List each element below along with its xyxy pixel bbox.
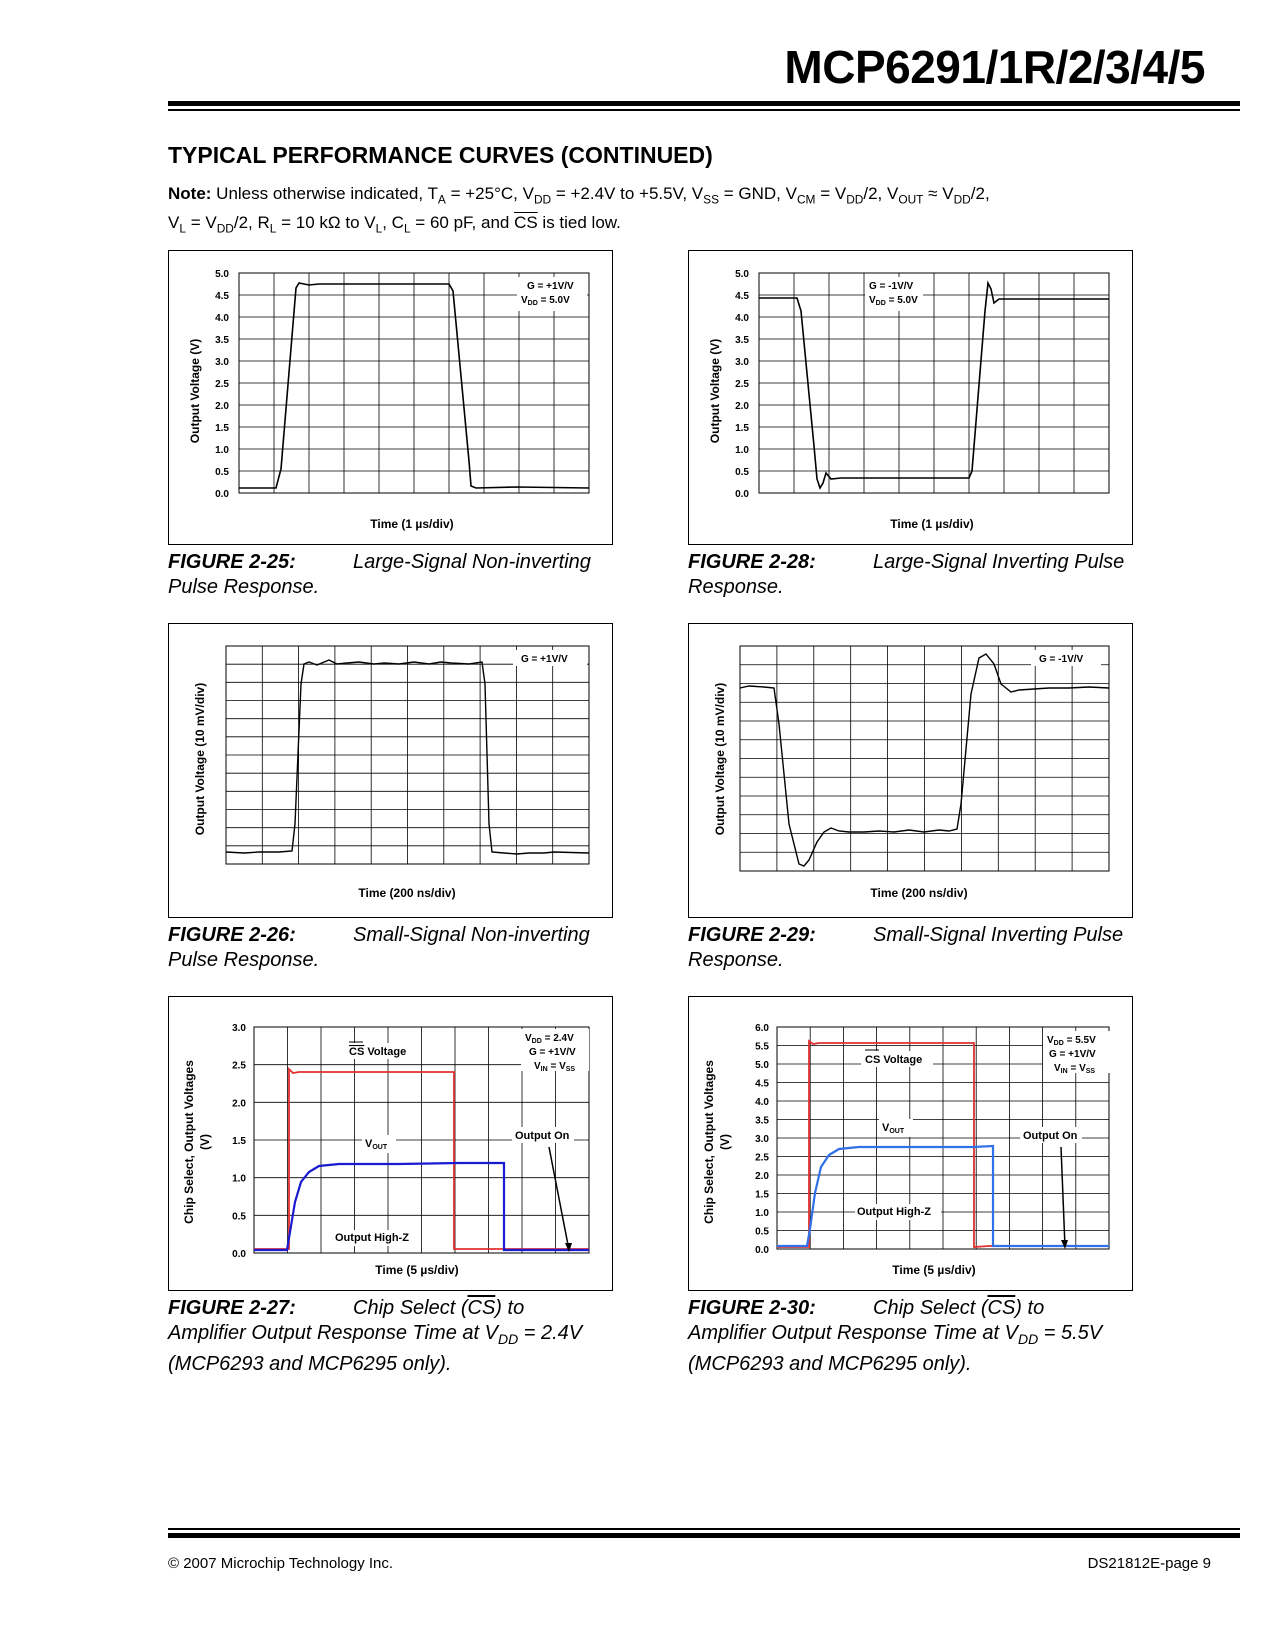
figure-2-27-ytick: 3.0 xyxy=(232,1023,246,1034)
figure-2-28-grid xyxy=(759,273,1109,493)
figure-2-30-ytick: 4.0 xyxy=(755,1097,769,1108)
figure-2-27-legend-vin: $V_{IN} = V_{SS}$ xyxy=(534,1061,576,1073)
figure-2-25-ytick: 0.5 xyxy=(215,467,229,478)
figure-2-28-number: FIGURE 2-28: xyxy=(688,551,816,573)
figure-2-30-number: FIGURE 2-30: xyxy=(688,1297,816,1319)
figure-2-27-caption: FIGURE 2-27: Chip Select $(\overline{CS})$ to Amplifier Output Response Time at $V_{DD} = 2.4V$ (MCP6293 and MCP6295 only). xyxy=(168,1297,583,1375)
figure-2-30-cs-label: CS Voltage xyxy=(865,1054,923,1066)
figure-2-27-ylabel-1: Chip Select, Output Voltages xyxy=(182,1060,196,1224)
figure-2-30-output-highz: Output High-Z xyxy=(857,1206,931,1218)
figure-2-28-ytick: 0.0 xyxy=(735,489,749,500)
figure-2-25-ytick: 3.5 xyxy=(215,335,229,346)
figure-2-26-legend-gain: G = +1V/V xyxy=(521,654,568,665)
figure-2-30-legend-vdd: $V_{DD} = 5.5V$ xyxy=(1047,1035,1096,1047)
figure-2-27-ylabel-2: (V) xyxy=(198,1134,212,1150)
figure-2-28-ytick: 3.5 xyxy=(735,335,749,346)
figure-2-26-chart xyxy=(168,623,613,918)
figure-2-26-ylabel: Output Voltage (10 mV/div) xyxy=(193,682,207,836)
figure-2-29-svg xyxy=(689,624,1134,919)
figure-2-26-grid xyxy=(226,646,589,864)
figure-2-25-title-1: Large-Signal Non-inverting xyxy=(353,551,591,573)
figure-2-28-chart xyxy=(688,250,1133,545)
page-title: MCP6291/1R/2/3/4/5 xyxy=(784,41,1205,93)
figure-2-27-ytick: 2.0 xyxy=(232,1098,246,1110)
figure-2-30-ytick: 5.5 xyxy=(755,1041,769,1053)
figure-2-25-chart xyxy=(168,250,613,545)
figure-2-28-ytick: 1.0 xyxy=(735,445,749,456)
figure-2-28-ylabel: Output Voltage (V) xyxy=(708,338,722,444)
figure-2-28-xlabel: Time (1 µs/div) xyxy=(890,517,974,531)
figure-2-28-ytick: 3.0 xyxy=(735,357,749,368)
figure-2-25-svg xyxy=(169,251,614,546)
figure-2-25-ytick: 4.5 xyxy=(215,291,229,302)
figure-2-29-caption xyxy=(688,923,1148,973)
figure-2-29-grid xyxy=(740,646,1109,871)
figure-2-28-ytick: 4.0 xyxy=(735,313,749,324)
figure-2-25-legend-vdd: $V_{DD} = 5.0V$ xyxy=(521,295,570,307)
figure-2-30-ytick: 6.0 xyxy=(755,1023,769,1034)
figure-2-27-svg xyxy=(169,997,614,1292)
figure-2-26-caption xyxy=(168,923,628,973)
figure-2-26-title-2: Pulse Response. xyxy=(168,949,320,971)
figure-2-28-ytick: 2.5 xyxy=(735,379,749,390)
figure-2-30-ytick-labels xyxy=(755,1023,769,1256)
figure-2-25-ylabel: Output Voltage (V) xyxy=(188,338,202,444)
figure-2-29-number: FIGURE 2-29: xyxy=(688,924,816,946)
figure-2-30-ytick: 1.5 xyxy=(755,1189,769,1201)
figure-2-25-title-2: Pulse Response. xyxy=(168,576,320,598)
figure-2-25-ytick: 3.0 xyxy=(215,357,229,368)
figure-2-26-svg xyxy=(169,624,614,919)
figure-2-25-ytick: 4.0 xyxy=(215,313,229,324)
figure-2-28-ytick: 4.5 xyxy=(735,291,749,302)
figure-2-29-xlabel: Time (200 ns/div) xyxy=(870,886,968,900)
figure-2-25-ytick: 2.5 xyxy=(215,379,229,390)
figure-2-30-vout-label: VOUT xyxy=(882,1122,905,1135)
figure-2-30-ytick: 1.0 xyxy=(755,1208,769,1219)
figure-2-28-legend-gain: G = -1V/V xyxy=(869,281,914,292)
note-text: Note: Unless otherwise indicated, $T_A = +25^\circ C$, $V_{DD} = +2.4V$ to +5.5V, $V_{SS}$ = GND, $V_{CM} = V_{DD}/2$, $V_{OUT} \approx V_{DD}/2$, $V_L = V_{DD}/2$, $R_L = 10$ kΩ to $V_L$, $C_L = 60$ pF, and $\overline{CS}$ is tied low. xyxy=(168,184,990,236)
figure-2-28-title-2: Response. xyxy=(688,576,784,598)
figure-2-27-ytick: 0.0 xyxy=(232,1249,246,1260)
figure-2-29-title-2: Response. xyxy=(688,949,784,971)
figure-2-30-chart xyxy=(688,996,1133,1291)
figure-2-25-ytick: 1.0 xyxy=(215,445,229,456)
figure-2-29-ylabel: Output Voltage (10 mV/div) xyxy=(713,682,727,836)
figure-2-30-ytick: 2.5 xyxy=(755,1152,769,1164)
footer-page-number: DS21812E-page 9 xyxy=(1087,1555,1211,1572)
figure-2-27-vout-label: VOUT xyxy=(365,1138,388,1151)
figure-2-28-ytick: 0.5 xyxy=(735,467,749,478)
header-rule-thin xyxy=(168,109,1240,111)
figure-2-26-xlabel: Time (200 ns/div) xyxy=(358,886,456,900)
figure-2-27-output-highz: Output High-Z xyxy=(335,1232,409,1244)
figure-2-29-chart xyxy=(688,623,1133,918)
figure-2-25-ytick: 5.0 xyxy=(215,269,229,280)
figure-2-30-output-on: Output On xyxy=(1023,1130,1078,1142)
figure-2-29-title-1: Small-Signal Inverting Pulse xyxy=(873,924,1124,946)
figure-2-27-chart xyxy=(168,996,613,1291)
figure-2-27-number: FIGURE 2-27: xyxy=(168,1297,296,1319)
figure-2-30-legend-vin: $V_{IN} = V_{SS}$ xyxy=(1054,1063,1096,1075)
figure-2-30-xlabel: Time (5 µs/div) xyxy=(892,1263,976,1277)
figure-2-27-ytick-labels xyxy=(232,1023,246,1260)
figure-2-28-legend-vdd: $V_{DD} = 5.0V$ xyxy=(869,295,918,307)
footer-rule-thick xyxy=(168,1533,1240,1538)
figure-2-26-number: FIGURE 2-26: xyxy=(168,924,296,946)
section-heading: TYPICAL PERFORMANCE CURVES (CONTINUED) xyxy=(168,142,713,168)
figure-2-30-ytick: 3.0 xyxy=(755,1134,769,1145)
figure-2-25-number: FIGURE 2-25: xyxy=(168,551,296,573)
figure-2-27-ytick: 0.5 xyxy=(232,1211,246,1223)
header-rule-thick xyxy=(168,101,1240,106)
note-label: Note: xyxy=(168,184,212,203)
figure-2-28-svg xyxy=(689,251,1134,546)
figure-2-30-ytick: 2.0 xyxy=(755,1171,769,1182)
figure-2-27-legend-gain: G = +1V/V xyxy=(529,1047,576,1058)
figure-2-27-ytick: 2.5 xyxy=(232,1060,246,1072)
figure-2-30-ytick: 4.5 xyxy=(755,1078,769,1090)
figure-2-27-legend-vdd: $V_{DD} = 2.4V$ xyxy=(525,1033,574,1045)
figure-2-25-ytick-labels xyxy=(215,269,229,500)
figure-2-28-ytick: 1.5 xyxy=(735,423,749,434)
figure-2-25-ytick: 1.5 xyxy=(215,423,229,434)
figure-2-28-ytick-labels xyxy=(735,269,749,500)
figure-2-30-caption: FIGURE 2-30: Chip Select $(\overline{CS})$ to Amplifier Output Response Time at $V_{DD} = 5.5V$ (MCP6293 and MCP6295 only). xyxy=(688,1297,1103,1375)
figure-2-25-ytick: 0.0 xyxy=(215,489,229,500)
figure-2-30-svg xyxy=(689,997,1134,1292)
figure-2-29-legend-gain: G = -1V/V xyxy=(1039,654,1084,665)
figure-2-25-legend-gain: G = +1V/V xyxy=(527,281,574,292)
figure-2-25-xlabel: Time (1 µs/div) xyxy=(370,517,454,531)
figure-2-28-ytick: 2.0 xyxy=(735,401,749,412)
figure-2-30-legend-gain: G = +1V/V xyxy=(1049,1049,1096,1060)
figure-2-27-output-on: Output On xyxy=(515,1130,570,1142)
figure-2-28-ytick: 5.0 xyxy=(735,269,749,280)
figure-2-30-ylabel-2: (V) xyxy=(718,1134,732,1150)
figure-2-30-ylabel-1: Chip Select, Output Voltages xyxy=(702,1060,716,1224)
figure-2-26-title-1: Small-Signal Non-inverting xyxy=(353,924,590,946)
figure-2-25-caption xyxy=(168,550,628,600)
figure-2-25-ytick: 2.0 xyxy=(215,401,229,412)
figure-2-28-caption xyxy=(688,550,1148,600)
figure-2-30-ytick: 3.5 xyxy=(755,1115,769,1127)
figure-2-30-ytick: 5.0 xyxy=(755,1060,769,1071)
figure-2-27-ytick: 1.0 xyxy=(232,1173,246,1185)
footer-copyright: © 2007 Microchip Technology Inc. xyxy=(168,1555,394,1572)
footer-rule-thin xyxy=(168,1528,1240,1530)
figure-2-27-cs-label: CS Voltage xyxy=(349,1046,407,1058)
figure-2-27-xlabel: Time (5 µs/div) xyxy=(375,1263,459,1277)
figure-2-27-ytick: 1.5 xyxy=(232,1136,246,1147)
figure-2-28-title-1: Large-Signal Inverting Pulse xyxy=(873,551,1125,573)
figure-2-30-ytick: 0.5 xyxy=(755,1226,769,1238)
figure-2-30-ytick: 0.0 xyxy=(755,1245,769,1256)
